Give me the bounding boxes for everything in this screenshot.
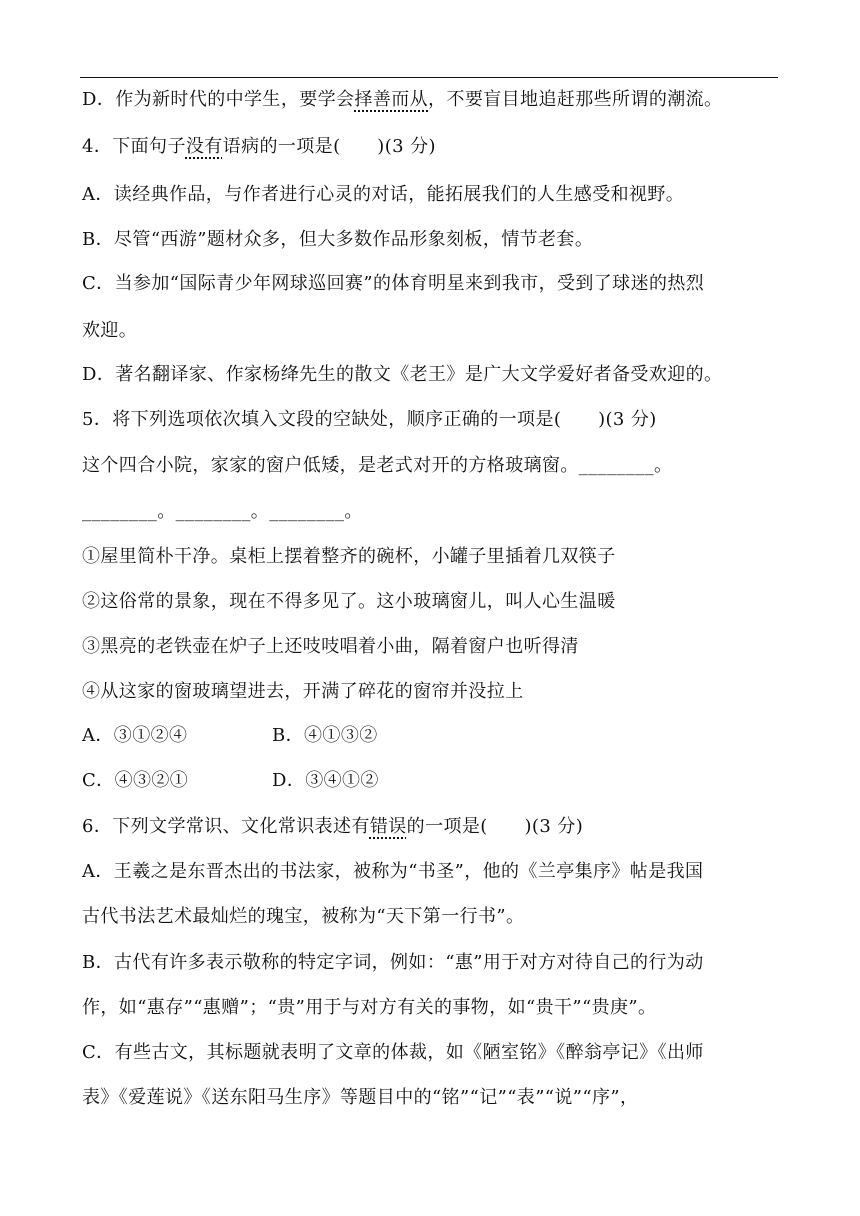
text-line [82,228,593,252]
q5-option-c: C．④③②① [82,770,189,791]
text-span: B．尽管“西游”题材众多，但大多数作品形象刻板，情节老套。 [82,229,594,250]
text-span: 的一项是( )(3 分) [406,816,584,837]
header-rule [80,77,778,78]
text-line [82,408,657,432]
text-span: 欢迎。 [82,320,138,341]
text-line [82,815,583,839]
text-line [82,454,672,478]
text-line [82,951,704,975]
text-span: D．作为新时代的中学生，要学会 [82,89,355,110]
text-line [82,272,704,296]
text-line [82,996,656,1020]
text-line [82,363,722,387]
text-line [82,500,363,524]
text-line [82,545,616,569]
text-span: A．读经典作品，与作者进行心灵的对话，能拓展我们的人生感受和视野。 [82,184,685,205]
text-span: 4．下面句子 [82,136,186,157]
text-span: C．有些古文，其标题就表明了文章的体裁，如《陋室铭》《醉翁亭记》《出师 [82,1042,704,1063]
q5-option-a: A．③①②④ [82,725,188,746]
text-span: ③黑亮的老铁壶在炉子上还吱吱唱着小曲，隔着窗户也听得清 [82,636,579,657]
text-line [82,1041,704,1065]
text-span: D．著名翻译家、作家杨绛先生的散文《老王》是广大文学爱好者备受欢迎的。 [82,364,723,385]
text-span: ②这俗常的景象，现在不得多见了。这小玻璃窗儿，叫人心生温暖 [82,591,616,612]
text-line [82,88,722,112]
text-span: C．当参加“国际青少年网球巡回赛”的体育明星来到我市，受到了球迷的热烈 [82,273,705,294]
text-line [82,590,616,614]
text-span: ④从这家的窗玻璃望进去，开满了碎花的窗帘并没拉上 [82,681,524,702]
text-line [82,183,684,207]
text-span: 语病的一项是( )(3 分) [222,136,436,157]
text-line [82,905,524,929]
text-line [82,860,703,884]
text-span: ，不要盲目地追赶那些所谓的潮流。 [428,89,723,110]
text-span: A．王羲之是东晋杰出的书法家，被称为“书圣”，他的《兰亭集序》帖是我国 [82,861,704,882]
text-span: B．古代有许多表示敬称的特定字词，例如：“惠”用于对方对待自己的行为动 [82,952,704,973]
emphasis-text: 没有 [185,136,223,157]
text-span: 这个四合小院，家家的窗户低矮，是老式对开的方格玻璃窗。________。 [82,455,673,476]
text-line [82,635,579,659]
emphasis-text: 择善而从 [354,89,429,110]
text-line [82,680,524,704]
text-line [82,319,137,343]
text-span: 6．下列文学常识、文化常识表述有 [82,816,370,837]
text-span: ①屋里简朴干净。桌柜上摆着整齐的碗杯，小罐子里插着几双筷子 [82,546,616,567]
text-line [82,135,436,159]
text-span: ________。________。________。 [82,501,363,522]
q5-option-d: D．③④①② [272,770,379,791]
text-line [82,1086,638,1110]
text-span: 5．将下列选项依次填入文段的空缺处，顺序正确的一项是( )(3 分) [82,409,657,430]
text-span: 作，如“惠存”“惠赠”；“贵”用于与对方有关的事物，如“贵干”“贵庚”。 [82,997,657,1018]
text-span: 表》《爱莲说》《送东阳马生序》等题目中的“铭”“记”“表”“说”“序”， [82,1087,639,1108]
q5-option-b: B．④①③② [272,725,378,746]
text-span: 古代书法艺术最灿烂的瑰宝，被称为“天下第一行书”。 [82,906,525,927]
emphasis-text: 错误 [369,816,407,837]
